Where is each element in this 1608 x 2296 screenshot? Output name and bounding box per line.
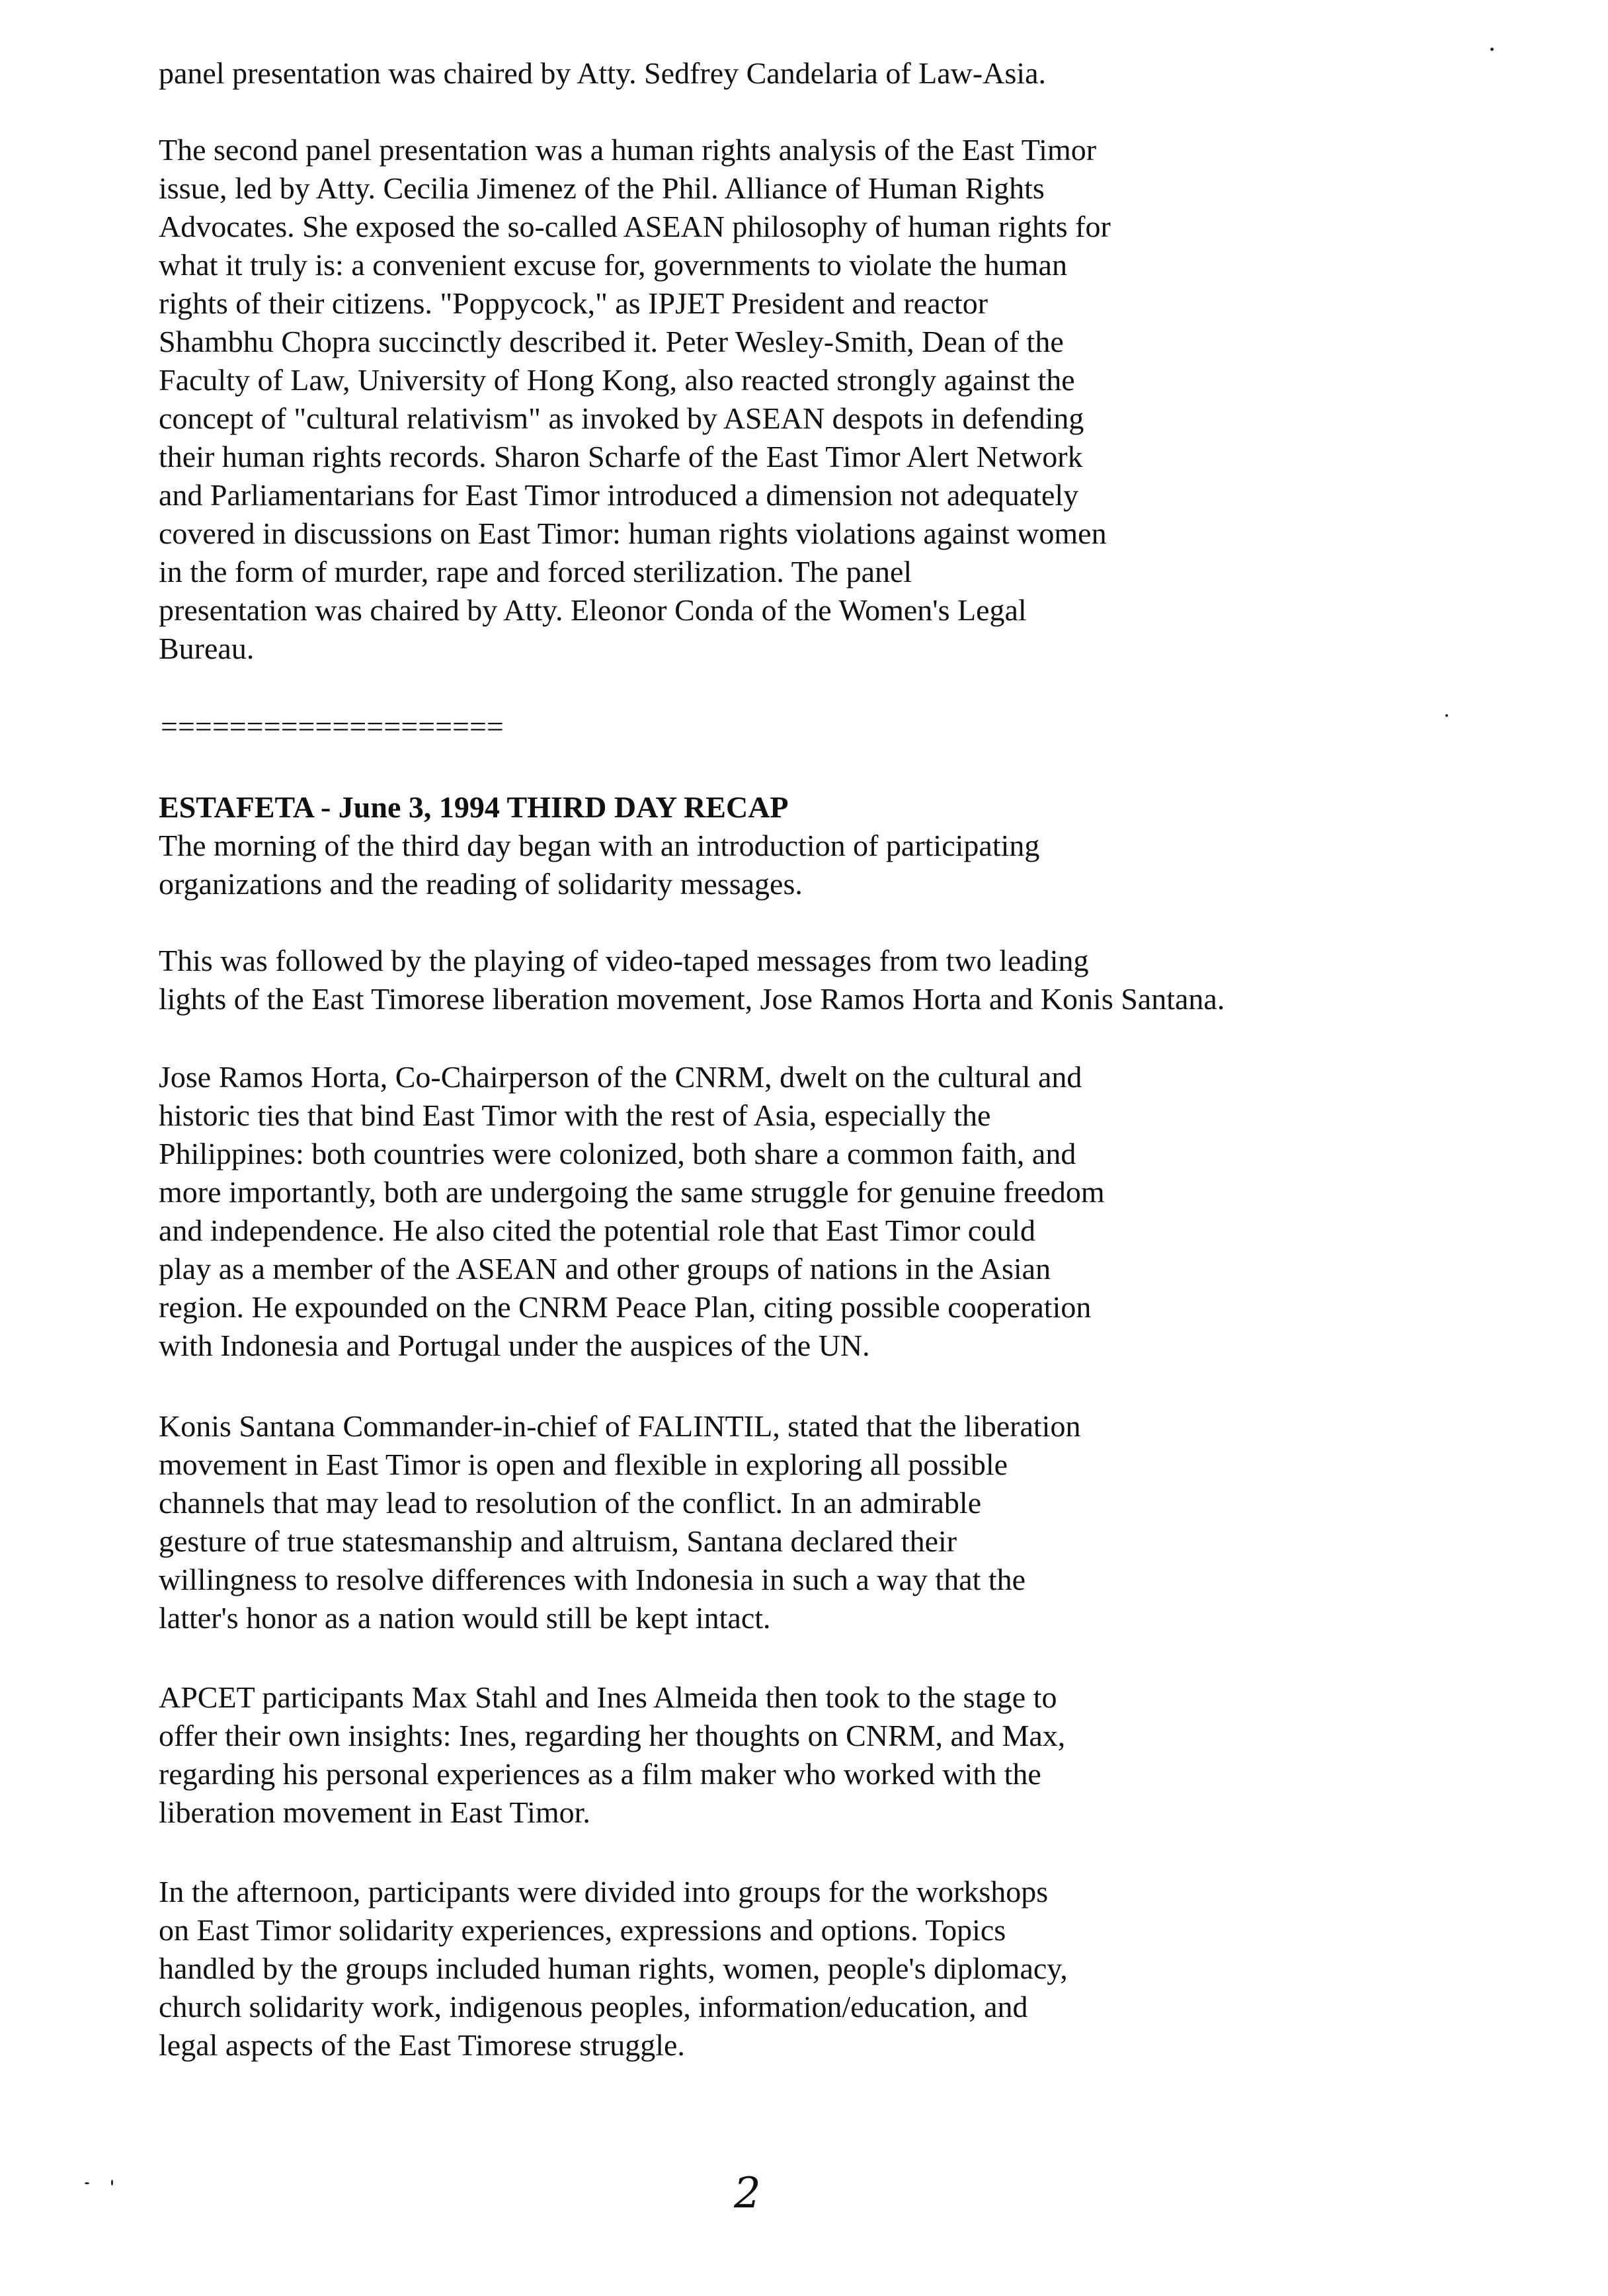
text-line: region. He expounded on the CNRM Peace Plan, citing possible cooperation	[159, 1290, 1092, 1324]
section-separator: ====================	[161, 710, 504, 743]
text-line: what it truly is: a convenient excuse for, governments to violate the human	[159, 248, 1067, 282]
text-line: This was followed by the playing of video-taped messages from two leading	[159, 944, 1089, 977]
text-line: Konis Santana Commander-in-chief of FALINTIL, stated that the liberation	[159, 1409, 1081, 1443]
text-line: Shambhu Chopra succinctly described it. Peter Wesley-Smith, Dean of the	[159, 325, 1064, 358]
text-line: movement in East Timor is open and flexible in exploring all possible	[159, 1448, 1008, 1481]
text-line: rights of their citizens. "Poppycock," as IPJET President and reactor	[159, 286, 988, 320]
text-line: offer their own insights: Ines, regarding her thoughts on CNRM, and Max,	[159, 1719, 1066, 1752]
page-number: 2	[734, 2169, 761, 2218]
text-line: more importantly, both are undergoing the same struggle for genuine freedom	[159, 1175, 1105, 1209]
text-line: legal aspects of the East Timorese struggle.	[159, 2028, 685, 2062]
text-line: issue, led by Atty. Cecilia Jimenez of the Phil. Alliance of Human Rights	[159, 171, 1045, 205]
text-line: Bureau.	[159, 632, 255, 665]
scan-speck	[1490, 48, 1494, 51]
text-line: The second panel presentation was a human rights analysis of the East Timor	[159, 133, 1097, 167]
text-line: covered in discussions on East Timor: human rights violations against women	[159, 516, 1107, 550]
text-line: on East Timor solidarity experiences, expressions and options. Topics	[159, 1913, 1006, 1947]
section-heading: ESTAFETA - June 3, 1994 THIRD DAY RECAP	[159, 790, 789, 824]
paragraph-1	[159, 54, 1481, 93]
text-line: latter's honor as a nation would still be kept intact.	[159, 1601, 771, 1635]
text-line: church solidarity work, indigenous peoples, information/education, and	[159, 1990, 1028, 2024]
text-line: and independence. He also cited the potential role that East Timor could	[159, 1213, 1035, 1247]
text-line: in the form of murder, rape and forced sterilization. The panel	[159, 555, 912, 589]
text-line: In the afternoon, participants were divided into groups for the workshops	[159, 1875, 1049, 1908]
scan-speck	[111, 2180, 113, 2186]
paragraph-2	[159, 131, 1481, 668]
text-line: play as a member of the ASEAN and other groups of nations in the Asian	[159, 1252, 1051, 1286]
paragraph-4	[159, 942, 1481, 1018]
text-line: Jose Ramos Horta, Co-Chairperson of the CNRM, dwelt on the cultural and	[159, 1060, 1082, 1094]
text-line: their human rights records. Sharon Scharfe of the East Timor Alert Network	[159, 440, 1083, 473]
text-line: presentation was chaired by Atty. Eleonor Conda of the Women's Legal	[159, 593, 1027, 627]
text-line: panel presentation was chaired by Atty. Sedfrey Candelaria of Law-Asia.	[159, 56, 1047, 90]
paragraph-6	[159, 1407, 1481, 1637]
text-line: Philippines: both countries were colonized, both share a common faith, and	[159, 1137, 1076, 1170]
text-line: Advocates. She exposed the so-called ASEAN philosophy of human rights for	[159, 210, 1111, 243]
scan-speck	[85, 2182, 89, 2184]
text-line: Faculty of Law, University of Hong Kong, also reacted strongly against the	[159, 363, 1075, 397]
text-line: handled by the groups included human rights, women, people's diplomacy,	[159, 1951, 1068, 1985]
text-line: channels that may lead to resolution of the conflict. In an admirable	[159, 1486, 982, 1520]
text-line: lights of the East Timorese liberation movement, Jose Ramos Horta and Konis Santana.	[159, 982, 1225, 1016]
paragraph-5	[159, 1058, 1481, 1365]
text-line: APCET participants Max Stahl and Ines Almeida then took to the stage to	[159, 1680, 1057, 1714]
text-line: The morning of the third day began with an introduction of participating	[159, 829, 1040, 862]
text-line: and Parliamentarians for East Timor introduced a dimension not adequately	[159, 478, 1079, 512]
paragraph-8	[159, 1873, 1481, 2065]
text-line: willingness to resolve differences with Indonesia in such a way that the	[159, 1563, 1026, 1596]
text-line: gesture of true statesmanship and altruism, Santana declared their	[159, 1524, 957, 1558]
scan-speck	[1445, 714, 1448, 717]
text-line: organizations and the reading of solidarity messages.	[159, 867, 803, 901]
section-recap	[159, 788, 1481, 903]
text-line: historic ties that bind East Timor with the rest of Asia, especially the	[159, 1098, 991, 1132]
text-line: liberation movement in East Timor.	[159, 1795, 590, 1829]
text-line: with Indonesia and Portugal under the auspices of the UN.	[159, 1329, 870, 1362]
text-line: concept of "cultural relativism" as invoked by ASEAN despots in defending	[159, 401, 1084, 435]
paragraph-7	[159, 1678, 1481, 1832]
text-line: regarding his personal experiences as a film maker who worked with the	[159, 1757, 1041, 1791]
